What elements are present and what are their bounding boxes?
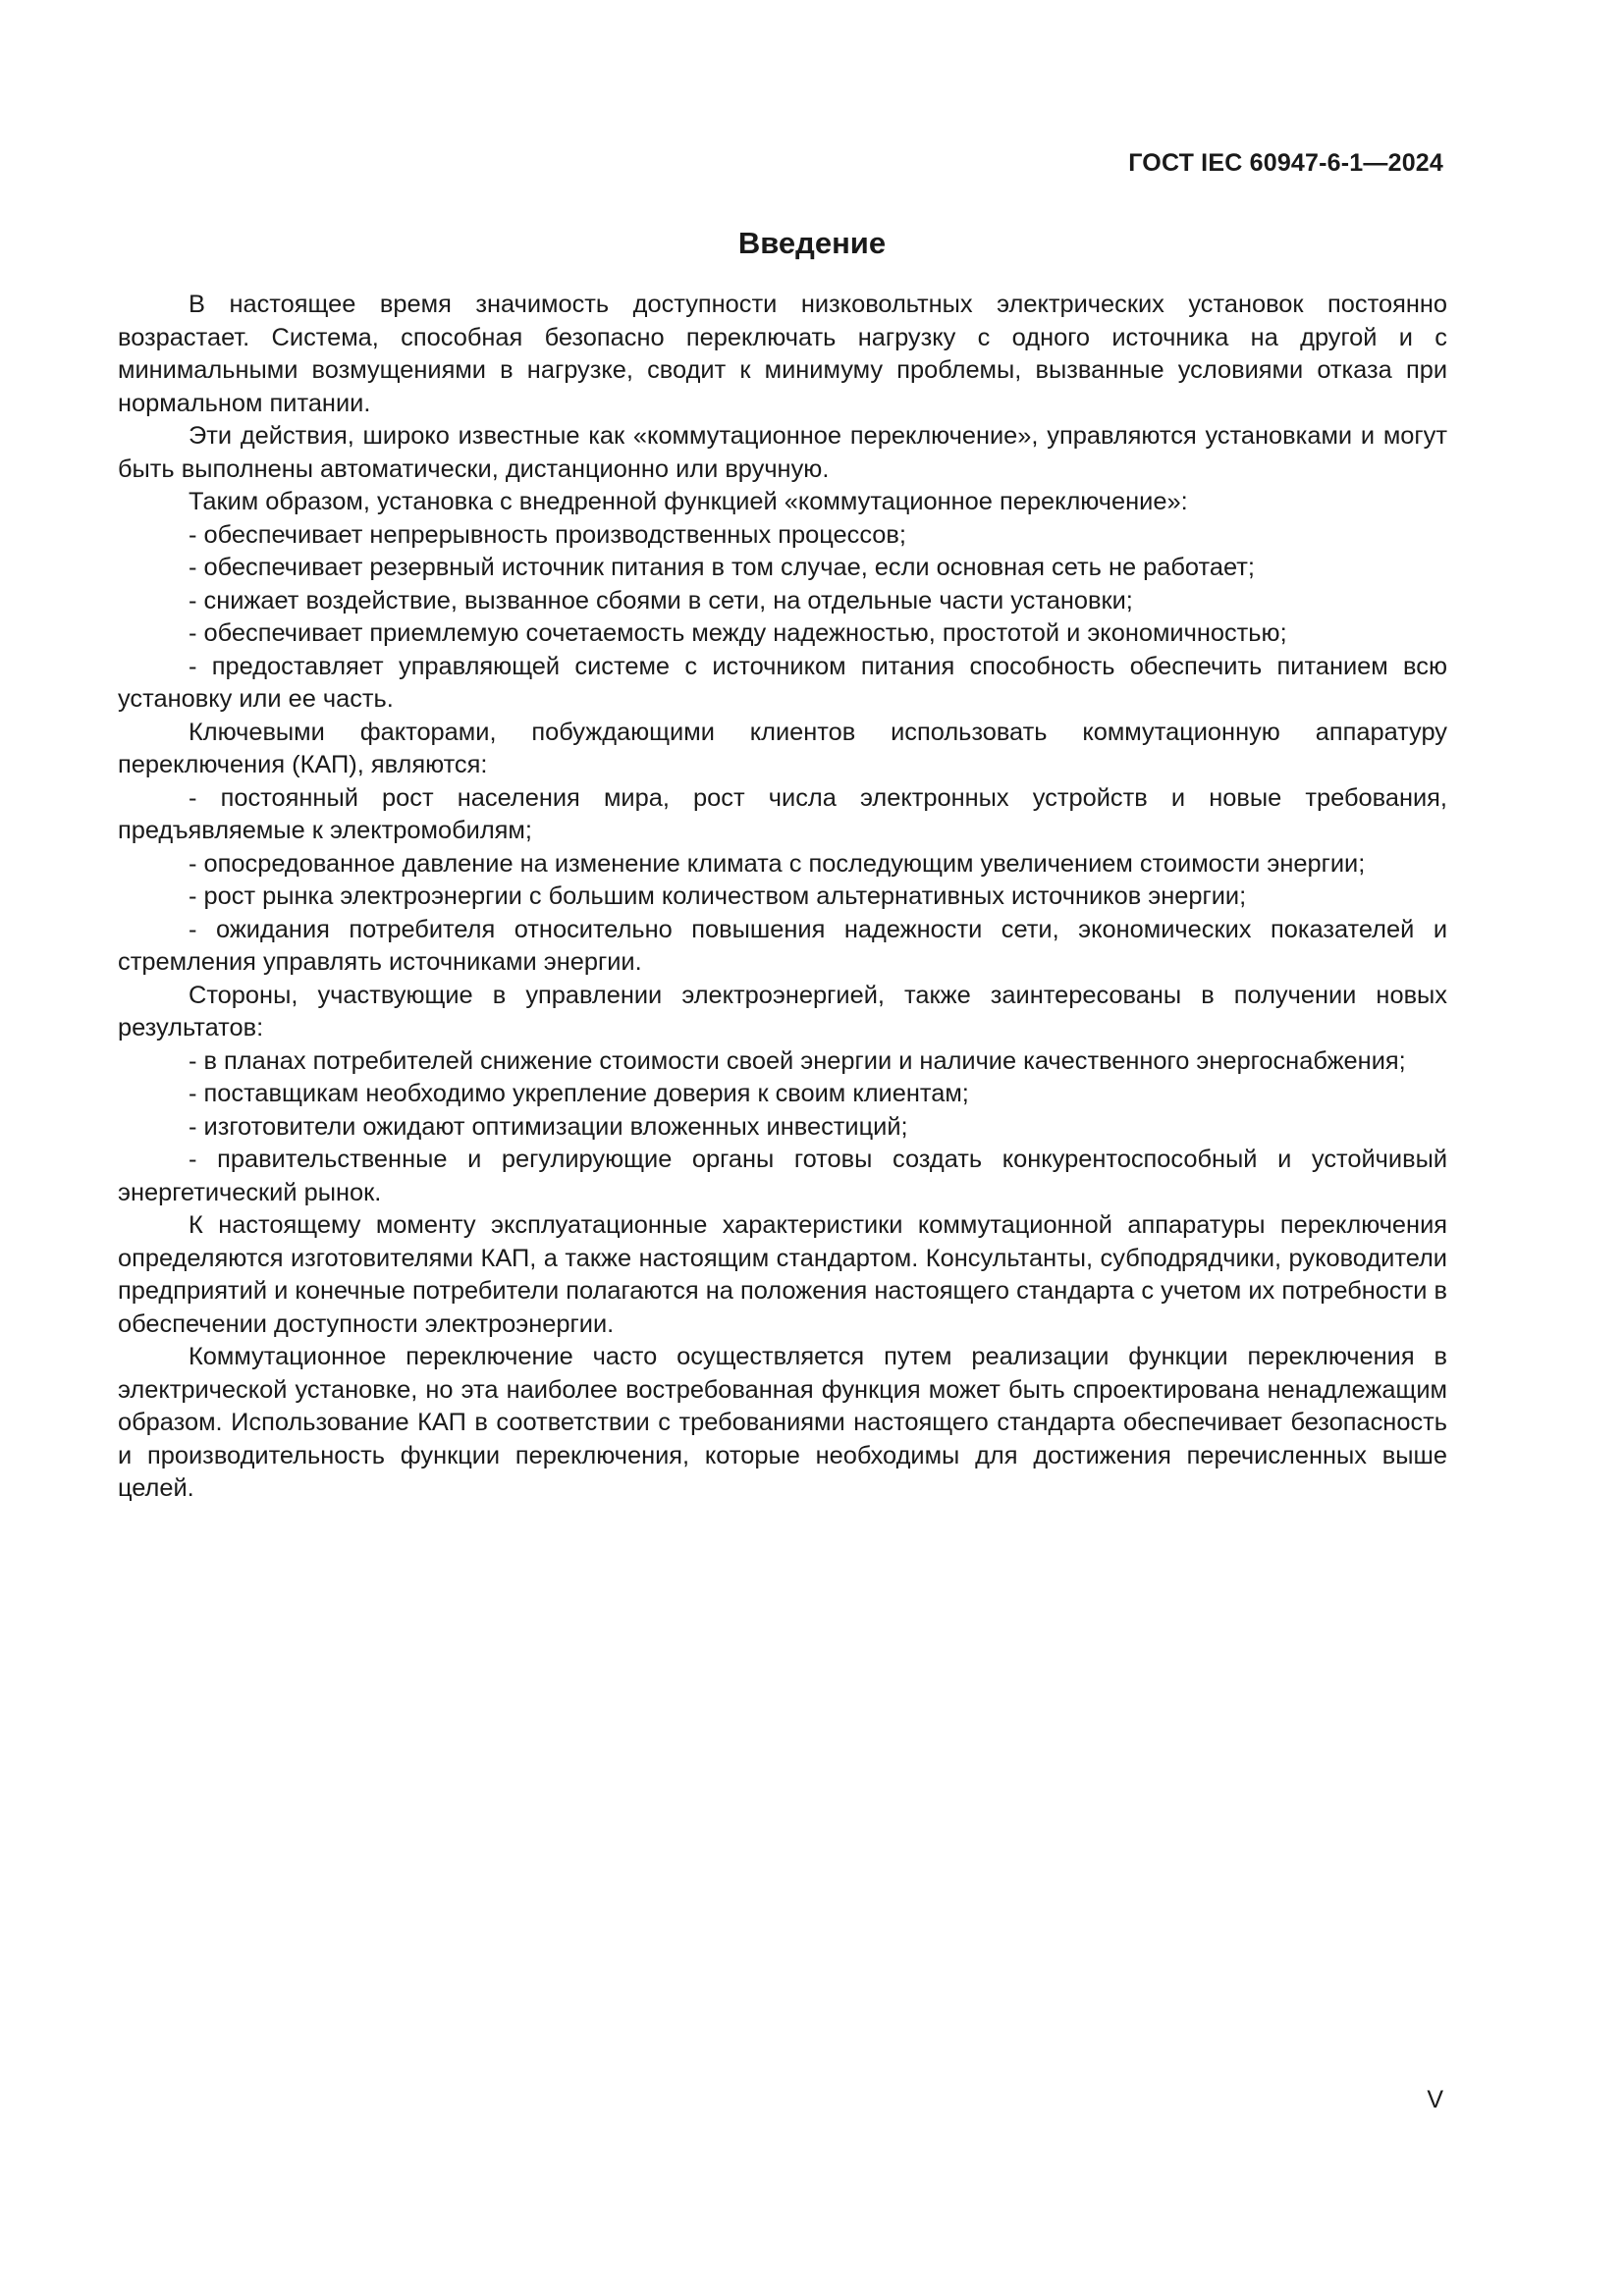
list-item: - изготовители ожидают оптимизации вложенных инвестиций; <box>189 1112 908 1141</box>
list-item: - обеспечивает резервный источник питания в том случае, если основная сеть не работает; <box>189 554 1255 581</box>
list-item: - предоставляет управляющей системе с источником питания способность обеспечить питанием всю установку или ее часть. <box>118 652 1447 713</box>
document-code: ГОСТ IEC 60947-6-1—2024 <box>1128 149 1443 177</box>
paragraph: Стороны, участвующие в управлении электроэнергией, также заинтересованы в получении новых результатов: <box>118 981 1447 1041</box>
list-item: - в планах потребителей снижение стоимости своей энергии и наличие качественного энергоснабжения; <box>189 1046 1406 1075</box>
paragraph: Таким образом, установка с внедренной функцией «коммутационное переключение»: <box>189 488 1188 515</box>
page-number: V <box>1427 2086 1443 2113</box>
list-item: - снижает воздействие, вызванное сбоями в сети, на отдельные части установки; <box>189 586 1133 614</box>
list-item: - опосредованное давление на изменение климата с последующим увеличением стоимости энергии; <box>189 849 1366 878</box>
paragraph: Эти действия, широко известные как «коммутационное переключение», управляются установками и могут быть выполнены автоматически, дистанционно или вручную. <box>118 422 1447 483</box>
list-item: - обеспечивает непрерывность производственных процессов; <box>189 520 906 549</box>
paragraph: Ключевыми факторами, побуждающими клиентов использовать коммутационную аппаратуру переключения (КАП), являются: <box>118 718 1447 778</box>
document-body <box>118 289 1447 1506</box>
paragraph: Коммутационное переключение часто осуществляется путем реализации функции переключения в электрической установке, но эта наиболее востребованная функция может быть спроектирована ненадлежащим образом. Использование КАП в соответствии с требованиями настоящего стандарта обеспечивает безопасность и производительность функции переключения, которые необходимы для достижения перечисленных выше целей. <box>118 1343 1447 1502</box>
list-item: - правительственные и регулирующие органы готовы создать конкурентоспособный и устойчивый энергетический рынок. <box>118 1146 1447 1206</box>
paragraph: В настоящее время значимость доступности низковольтных электрических установок постоянно возрастает. Система, способная безопасно переключать нагрузку с одного источника на другой и с минимальными возмущениями в нагрузке, сводит к минимуму проблемы, вызванные условиями отказа при нормальном питании. <box>118 291 1447 417</box>
page-title: Введение <box>737 226 887 260</box>
list-item: - поставщикам необходимо укрепление доверия к своим клиентам; <box>189 1080 969 1107</box>
list-item: - обеспечивает приемлемую сочетаемость между надежностью, простотой и экономичностью; <box>189 619 1287 647</box>
list-item: - постоянный рост населения мира, рост числа электронных устройств и новые требования, предъявляемые к электромобилям; <box>118 783 1447 844</box>
list-item: - ожидания потребителя относительно повышения надежности сети, экономических показателей и стремления управлять источниками энергии. <box>118 915 1447 976</box>
paragraph: К настоящему моменту эксплуатационные характеристики коммутационной аппаратуры переключения определяются изготовителями КАП, а также настоящим стандартом. Консультанты, субподрядчики, руководители предприятий и конечные потребители полагаются на положения настоящего стандарта с учетом их потребности в обеспечении доступности электроэнергии. <box>118 1211 1447 1338</box>
list-item: - рост рынка электроэнергии с большим количеством альтернативных источников энергии; <box>189 882 1247 910</box>
